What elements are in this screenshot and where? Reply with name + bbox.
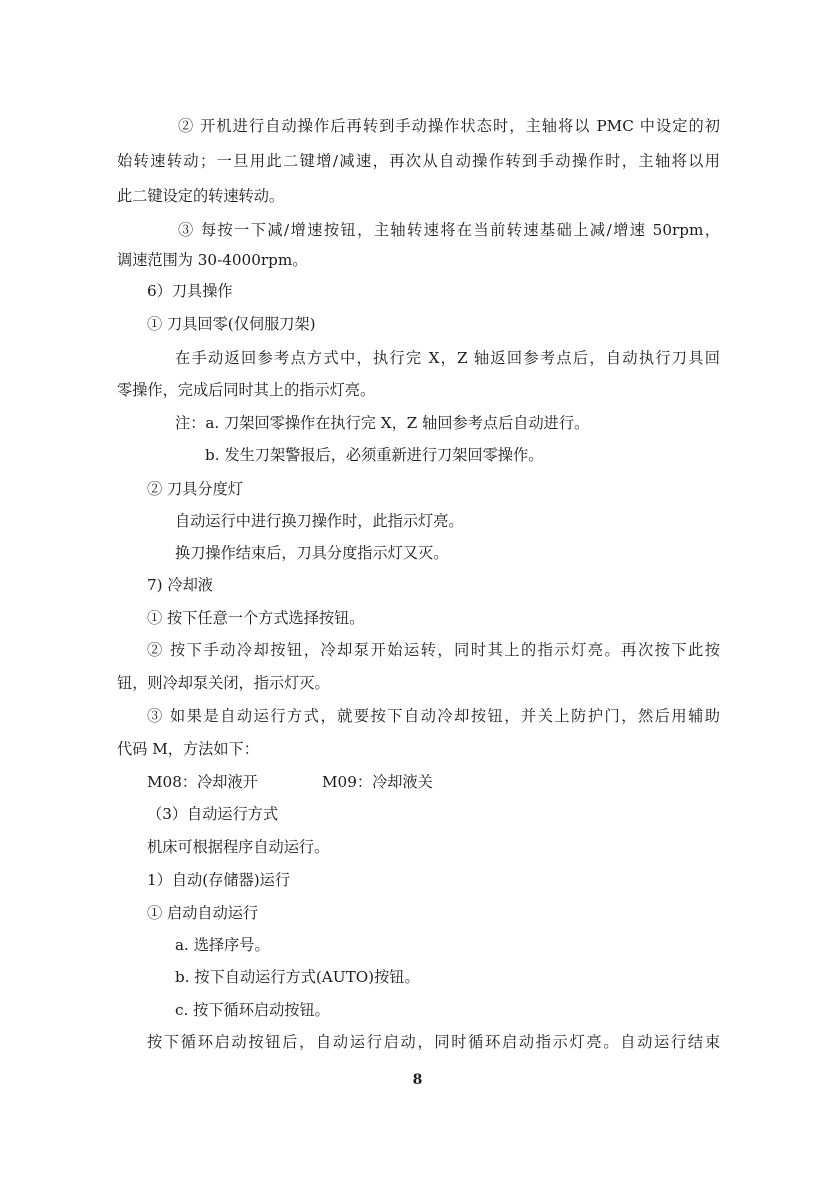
section-heading: （3）自动运行方式 — [147, 805, 279, 823]
paragraph-line: 代码 M，方法如下： — [117, 740, 259, 758]
code-m08: M08：冷却液开 — [147, 773, 258, 791]
code-m09: M09：冷却液关 — [322, 773, 433, 791]
note-line: b. 发生刀架警报后，必须重新进行刀架回零操作。 — [205, 446, 544, 464]
paragraph-line: 钮，则冷却泵关闭，指示灯灭。 — [117, 674, 330, 692]
paragraph-line: ② 开机进行自动操作后再转到手动操作状态时，主轴将以 PMC 中设定的初 — [178, 117, 720, 135]
page-number: 8 — [412, 1072, 423, 1088]
list-item: b. 按下自动运行方式(AUTO)按钮。 — [175, 968, 420, 986]
subsection-heading: ① 启动自动运行 — [147, 904, 259, 922]
paragraph-line: ② 按下手动冷却按钮，冷却泵开始运转，同时其上的指示灯亮。再次按下此按 — [147, 641, 720, 659]
section-heading: 6）刀具操作 — [147, 282, 233, 300]
subsection-heading: ② 刀具分度灯 — [147, 480, 243, 498]
paragraph-line: 机床可根据程序自动运行。 — [147, 838, 330, 856]
note-line: 注：a. 刀架回零操作在执行完 X，Z 轴回参考点后自动进行。 — [175, 414, 590, 432]
subsection-heading: ① 刀具回零(仅伺服刀架) — [147, 315, 316, 333]
section-heading: 7) 冷却液 — [147, 576, 213, 594]
section-heading: 1）自动(存储器)运行 — [147, 871, 291, 889]
paragraph-line: ③ 如果是自动运行方式，就要按下自动冷却按钮，并关上防护门，然后用辅助 — [147, 707, 720, 725]
list-item: c. 按下循环启动按钮。 — [175, 1001, 330, 1019]
paragraph-line: 自动运行中进行换刀操作时，此指示灯亮。 — [175, 512, 464, 530]
paragraph-line: 零操作，完成后同时其上的指示灯亮。 — [117, 381, 376, 399]
list-item: ① 按下任意一个方式选择按钮。 — [147, 609, 365, 627]
paragraph-line: 此二键设定的转速转动。 — [117, 187, 285, 205]
paragraph-line: 调速范围为 30-4000rpm。 — [117, 251, 308, 269]
paragraph-line: 换刀操作结束后，刀具分度指示灯又灭。 — [175, 544, 449, 562]
list-item: a. 选择序号。 — [175, 936, 270, 954]
paragraph-line: 按下循环启动按钮后，自动运行启动，同时循环启动指示灯亮。自动运行结束 — [147, 1033, 720, 1051]
paragraph-line: 在手动返回参考点方式中，执行完 X，Z 轴返回参考点后，自动执行刀具回 — [175, 349, 720, 367]
paragraph-line: 始转速转动；一旦用此二键增/减速，再次从自动操作转到手动操作时，主轴将以用 — [117, 152, 720, 170]
paragraph-line: ③ 每按一下减/增速按钮，主轴转速将在当前转速基础上减/增速 50rpm， — [178, 221, 720, 239]
